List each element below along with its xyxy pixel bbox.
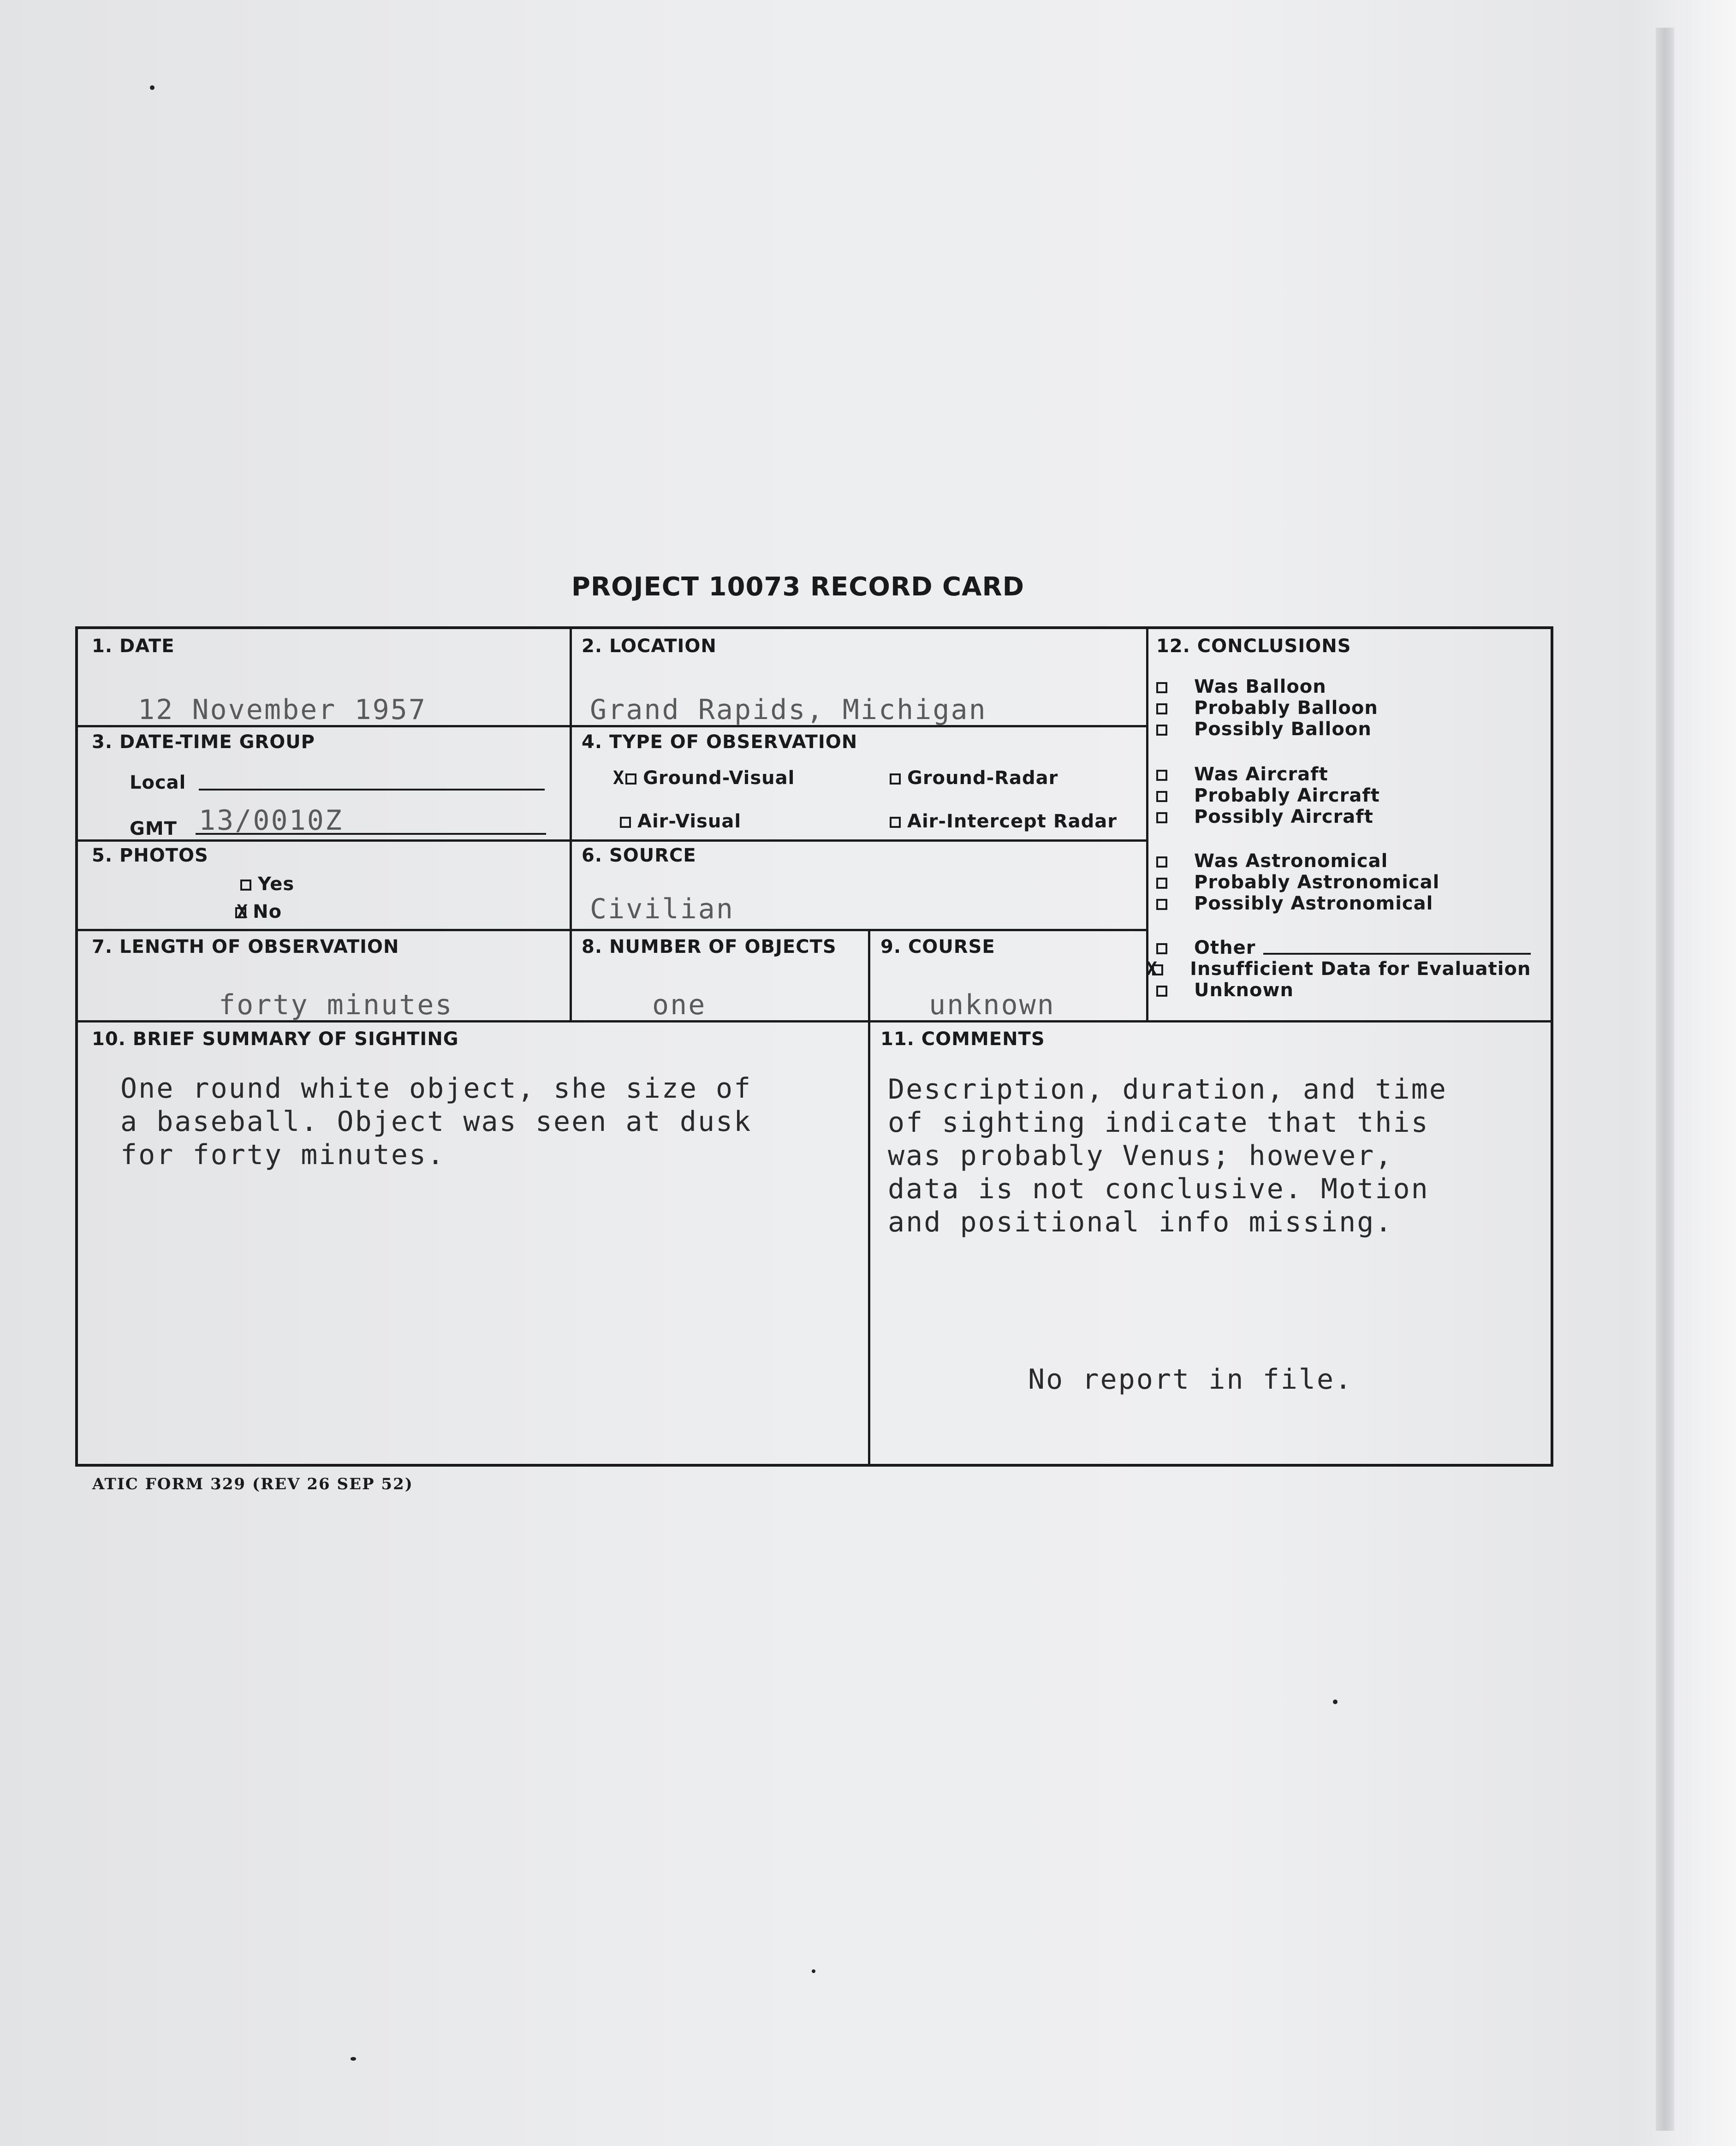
conclusion-label: Was Aircraft bbox=[1194, 764, 1328, 785]
conclusion-label: Was Astronomical bbox=[1194, 850, 1388, 872]
comment-line: was probably Venus; however, bbox=[888, 1140, 1393, 1172]
course-value: unknown bbox=[929, 989, 1055, 1021]
comment-line: Description, duration, and time bbox=[888, 1073, 1447, 1106]
length-of-observation-label: 7. LENGTH OF OBSERVATION bbox=[92, 936, 399, 957]
conclusion-label: Probably Balloon bbox=[1194, 697, 1378, 719]
check-x-mark: X bbox=[237, 901, 249, 922]
summary-label: 10. BRIEF SUMMARY OF SIGHTING bbox=[92, 1028, 459, 1050]
conclusion-label: Possibly Balloon bbox=[1194, 719, 1372, 740]
form-number: ATIC FORM 329 (REV 26 SEP 52) bbox=[92, 1475, 413, 1493]
option-label: No bbox=[253, 901, 282, 922]
checkbox-icon[interactable] bbox=[1156, 812, 1167, 823]
comments-note: No report in file. bbox=[1028, 1363, 1353, 1396]
checkbox-icon[interactable] bbox=[620, 817, 631, 828]
checkbox-icon[interactable] bbox=[240, 880, 251, 891]
checkbox-icon[interactable] bbox=[1156, 703, 1167, 714]
dust-speck bbox=[351, 2057, 356, 2061]
conclusion-possibly-aircraft[interactable] bbox=[1156, 806, 1373, 827]
option-photos-no[interactable] bbox=[237, 901, 282, 922]
paper-edge-shadow bbox=[1656, 28, 1674, 2131]
local-time-label: Local bbox=[130, 772, 186, 793]
conclusion-label: Possibly Aircraft bbox=[1194, 806, 1373, 827]
conclusion-was-astronomical[interactable] bbox=[1156, 850, 1388, 872]
photos-label: 5. PHOTOS bbox=[92, 845, 208, 866]
option-air-intercept-radar[interactable] bbox=[890, 811, 1117, 832]
grid-line bbox=[570, 629, 572, 1020]
checkbox-icon[interactable] bbox=[1156, 986, 1167, 997]
checkbox-icon[interactable] bbox=[1156, 856, 1167, 868]
option-label: Yes bbox=[258, 874, 295, 895]
option-label: Air-Visual bbox=[637, 811, 742, 832]
check-x-mark: X bbox=[613, 767, 625, 789]
comment-line: and positional info missing. bbox=[888, 1206, 1393, 1238]
summary-line: for forty minutes. bbox=[120, 1139, 446, 1171]
date-time-group-label: 3. DATE-TIME GROUP bbox=[92, 731, 315, 753]
conclusions-label: 12. CONCLUSIONS bbox=[1156, 636, 1351, 657]
location-label: 2. LOCATION bbox=[582, 636, 717, 657]
conclusion-label: Was Balloon bbox=[1194, 676, 1326, 697]
check-x-mark: X bbox=[1146, 958, 1158, 980]
checkbox-icon[interactable] bbox=[1156, 899, 1167, 910]
gmt-time-label: GMT bbox=[130, 818, 177, 839]
checkbox-icon[interactable] bbox=[1156, 791, 1167, 802]
conclusion-label: Other bbox=[1194, 937, 1256, 958]
checkbox-icon[interactable] bbox=[235, 907, 246, 918]
conclusion-label: Probably Aircraft bbox=[1194, 785, 1380, 806]
checkbox-icon[interactable] bbox=[1156, 770, 1167, 781]
gmt-time-value: 13/0010Z bbox=[199, 804, 343, 837]
checkbox-icon[interactable] bbox=[1152, 964, 1163, 975]
record-card-title: PROJECT 10073 RECORD CARD bbox=[571, 572, 1025, 602]
summary-text bbox=[120, 1072, 752, 1171]
conclusion-other[interactable] bbox=[1156, 937, 1255, 958]
conclusion-was-balloon[interactable] bbox=[1156, 676, 1326, 697]
dust-speck bbox=[1333, 1700, 1338, 1704]
number-of-objects-label: 8. NUMBER OF OBJECTS bbox=[582, 936, 837, 957]
conclusion-label: Probably Astronomical bbox=[1194, 872, 1440, 893]
checkbox-icon[interactable] bbox=[890, 773, 901, 785]
checkbox-icon[interactable] bbox=[1156, 725, 1167, 736]
conclusion-unknown[interactable] bbox=[1156, 980, 1294, 1001]
type-of-observation-label: 4. TYPE OF OBSERVATION bbox=[582, 731, 858, 753]
summary-line: a baseball. Object was seen at dusk bbox=[120, 1106, 752, 1138]
conclusion-probably-aircraft[interactable] bbox=[1156, 785, 1380, 806]
date-label: 1. DATE bbox=[92, 636, 175, 657]
conclusion-was-aircraft[interactable] bbox=[1156, 764, 1328, 785]
number-of-objects-value: one bbox=[652, 989, 707, 1021]
conclusion-label: Insufficient Data for Evaluation bbox=[1190, 958, 1531, 980]
conclusion-possibly-balloon[interactable] bbox=[1156, 719, 1372, 740]
source-value: Civilian bbox=[590, 893, 734, 925]
comment-line: data is not conclusive. Motion bbox=[888, 1173, 1429, 1205]
other-underline bbox=[1263, 953, 1531, 955]
checkbox-icon[interactable] bbox=[1156, 878, 1167, 889]
summary-line: One round white object, she size of bbox=[120, 1072, 752, 1105]
grid-line bbox=[868, 929, 870, 1021]
conclusion-probably-balloon[interactable] bbox=[1156, 697, 1378, 719]
course-label: 9. COURSE bbox=[880, 936, 995, 957]
option-ground-radar[interactable] bbox=[890, 767, 1058, 789]
grid-line bbox=[78, 839, 1146, 842]
conclusion-insufficient-data[interactable] bbox=[1146, 958, 1531, 980]
dust-speck bbox=[150, 85, 155, 90]
local-time-underline bbox=[199, 789, 545, 791]
conclusion-probably-astronomical[interactable] bbox=[1156, 872, 1439, 893]
option-label: Air-Intercept Radar bbox=[907, 811, 1117, 832]
conclusion-possibly-astronomical[interactable] bbox=[1156, 893, 1433, 914]
comments-label: 11. COMMENTS bbox=[880, 1028, 1045, 1050]
length-of-observation-value: forty minutes bbox=[219, 989, 453, 1021]
option-label: Ground-Visual bbox=[643, 767, 795, 789]
dust-speck bbox=[812, 1969, 815, 1973]
option-air-visual[interactable] bbox=[620, 811, 741, 832]
conclusion-label: Unknown bbox=[1194, 980, 1294, 1001]
checkbox-icon[interactable] bbox=[625, 773, 636, 785]
conclusion-label: Possibly Astronomical bbox=[1194, 893, 1433, 914]
option-photos-yes[interactable] bbox=[240, 874, 294, 895]
location-value: Grand Rapids, Michigan bbox=[590, 694, 987, 726]
option-label: Ground-Radar bbox=[907, 767, 1058, 789]
source-label: 6. SOURCE bbox=[582, 845, 696, 866]
checkbox-icon[interactable] bbox=[1156, 682, 1167, 693]
comment-line: of sighting indicate that this bbox=[888, 1106, 1429, 1139]
checkbox-icon[interactable] bbox=[890, 817, 901, 828]
record-card bbox=[75, 626, 1553, 1467]
date-value: 12 November 1957 bbox=[138, 694, 427, 726]
checkbox-icon[interactable] bbox=[1156, 943, 1167, 954]
comments-text bbox=[888, 1073, 1447, 1239]
option-ground-visual[interactable] bbox=[613, 767, 795, 789]
grid-line bbox=[78, 929, 1146, 931]
